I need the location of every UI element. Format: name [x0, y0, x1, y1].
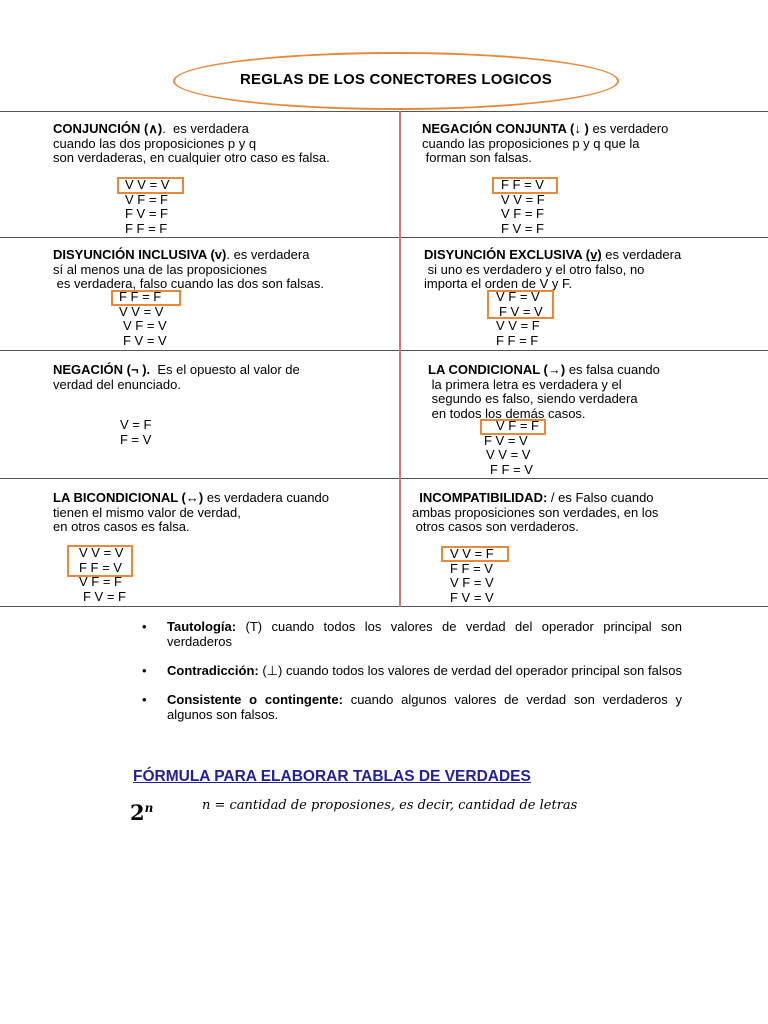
bullet-icon: • — [142, 692, 147, 707]
truth-row: F F = F — [119, 289, 162, 304]
truth-row: F V = V — [123, 332, 167, 348]
formula-heading: FÓRMULA PARA ELABORAR TABLAS DE VERDADES — [133, 768, 531, 785]
truth-row: F V = V — [499, 303, 543, 319]
bullet-icon: • — [142, 663, 147, 678]
page-title: REGLAS DE LOS CONECTORES LOGICOS — [240, 71, 552, 88]
bullet-icon: • — [142, 619, 147, 634]
table-divider — [0, 606, 768, 607]
truth-row: F V = F — [83, 588, 126, 604]
truth-row: V F = V — [496, 289, 540, 304]
truth-row: F V = F — [125, 206, 168, 221]
conjuncion-truth-table — [125, 178, 169, 236]
table-divider — [0, 478, 768, 479]
negacion-conjunta-heading: NEGACIÓN CONJUNTA (↓ ) — [422, 121, 589, 136]
condicional-truth-table — [484, 419, 539, 477]
bicondicional-truth-table — [79, 546, 126, 604]
truth-row: V V = V — [486, 447, 531, 462]
truth-row: F F = F — [496, 332, 539, 348]
negacion-conjunta-description: NEGACIÓN CONJUNTA (↓ ) es verdadero cuando las proposiciones p y q que la forman son falsas. — [422, 121, 669, 165]
list-item: • Contradicción: (⊥) cuando todos los valores de verdad del operador principal son falsos — [142, 663, 682, 678]
disyuncion-inclusiva-description: DISYUNCIÓN INCLUSIVA (v). es verdadera sí al menos una de las proposiciones es verdadera, falso cuando las dos son falsas. — [53, 247, 324, 291]
table-divider — [0, 237, 768, 238]
negacion-heading: NEGACIÓN (¬ ). — [53, 362, 151, 377]
formula-power: 2$^n$ — [130, 800, 154, 825]
disyuncion-exclusiva-truth-table — [496, 290, 543, 348]
disyuncion-exclusiva-description: DISYUNCIÓN EXCLUSIVA (v) es verdadera si uno es verdadero y el otro falso, no importa el orden de V y F. — [424, 247, 682, 291]
truth-row: V F = F — [501, 206, 544, 221]
disyuncion-inclusiva-heading: DISYUNCIÓN INCLUSIVA (v) — [53, 247, 227, 262]
truth-row: V V = F — [450, 546, 494, 561]
condicional-heading: LA CONDICIONAL (→) — [428, 362, 566, 377]
truth-row: F F = V — [501, 177, 544, 192]
truth-row: V F = F — [125, 191, 168, 207]
truth-row: V F = V — [123, 318, 167, 333]
truth-row: F V = V — [450, 589, 494, 605]
truth-row: F V = V — [484, 432, 528, 448]
term: Contradicción: — [167, 663, 259, 678]
list-item: • Consistente o contingente: cuando algunos valores de verdad son verdaderos y algunos son falsos. — [142, 692, 682, 722]
negacion-truth-table — [120, 418, 151, 447]
truth-row: F F = V — [79, 559, 122, 575]
truth-row: F F = V — [490, 461, 533, 477]
truth-row: V V = F — [496, 318, 540, 333]
truth-row: V V = V — [125, 177, 170, 192]
truth-row: V V = V — [79, 545, 124, 560]
bicondicional-description: LA BICONDICIONAL (↔) es verdadera cuando tienen el mismo valor de verdad, en otros casos es falsa. — [53, 490, 329, 534]
conjuncion-description: CONJUNCIÓN (∧). es verdadera cuando las dos proposiciones p y q son verdaderas, en cualquier otro caso es falsa. — [53, 121, 330, 165]
disyuncion-inclusiva-truth-table — [119, 290, 167, 348]
truth-row: F = V — [120, 431, 152, 447]
bicondicional-heading: LA BICONDICIONAL (↔) — [53, 490, 204, 505]
incompatibilidad-truth-table — [450, 547, 494, 605]
table-divider — [0, 111, 768, 112]
table-vertical-divider — [399, 111, 401, 607]
incompatibilidad-heading: INCOMPATIBILIDAD: — [419, 490, 548, 505]
disyuncion-exclusiva-heading: DISYUNCIÓN EXCLUSIVA (v) — [424, 247, 602, 262]
truth-row: V V = V — [119, 303, 164, 319]
truth-row: V V = F — [501, 191, 545, 207]
condicional-description: LA CONDICIONAL (→) es falsa cuando la primera letra es verdadera y el segundo es falso, siendo verdadera en todos los demás casos. — [428, 362, 660, 421]
negacion-conjunta-truth-table — [501, 178, 545, 236]
incompatibilidad-description: INCOMPATIBILIDAD: / es Falso cuando ambas proposiciones son verdades, en los otros casos son verdaderos. — [412, 490, 659, 534]
table-divider — [0, 350, 768, 351]
definitions-list — [142, 619, 682, 736]
negacion-description: NEGACIÓN (¬ ). Es el opuesto al valor de verdad del enunciado. — [53, 362, 300, 392]
term: Consistente o contingente: — [167, 692, 343, 707]
truth-row: F F = V — [450, 560, 493, 576]
arrow-down-icon: ↓ — [574, 121, 581, 136]
truth-row: V F = F — [496, 418, 539, 433]
truth-row: V F = F — [79, 574, 122, 589]
truth-row: V = F — [120, 417, 152, 432]
term: Tautología: — [167, 619, 237, 634]
formula-description: n = cantidad de proposiones, es decir, cantidad de letras — [202, 798, 578, 813]
truth-row: F V = F — [501, 220, 544, 236]
list-item: • Tautología: (T) cuando todos los valores de verdad del operador principal son verdaderos — [142, 619, 682, 649]
truth-row: F F = F — [125, 220, 168, 236]
conjuncion-heading: CONJUNCIÓN (∧) — [53, 121, 163, 136]
truth-row: V F = V — [450, 575, 494, 590]
